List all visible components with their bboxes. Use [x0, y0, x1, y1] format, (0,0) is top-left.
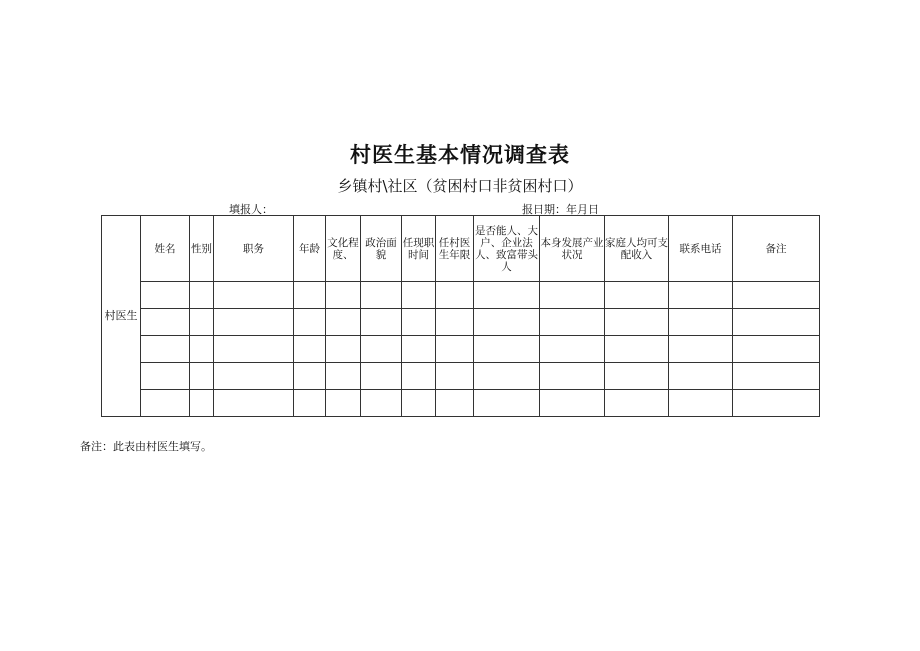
table-cell[interactable]: [733, 336, 820, 363]
table-cell[interactable]: [402, 390, 436, 417]
table-cell[interactable]: [361, 363, 402, 390]
survey-table: [101, 215, 820, 417]
table-cell[interactable]: [474, 336, 540, 363]
col-phone: 联系电话: [669, 216, 733, 282]
table-cell[interactable]: [326, 309, 361, 336]
table-cell[interactable]: [733, 390, 820, 417]
col-political-status: 政治面貌: [361, 216, 402, 282]
table-cell[interactable]: [326, 282, 361, 309]
table-cell[interactable]: [474, 282, 540, 309]
table-cell[interactable]: [540, 363, 605, 390]
table-cell[interactable]: [605, 336, 669, 363]
table-cell[interactable]: [214, 309, 294, 336]
col-age: 年龄: [294, 216, 326, 282]
table-cell[interactable]: [605, 282, 669, 309]
table-cell[interactable]: [402, 309, 436, 336]
col-education: 文化程度、: [326, 216, 361, 282]
table-cell[interactable]: [402, 363, 436, 390]
table-cell[interactable]: [605, 309, 669, 336]
table-cell[interactable]: [669, 390, 733, 417]
col-industry-status: 本身发展产业状况: [540, 216, 605, 282]
filler-label: 填报人：: [229, 203, 273, 216]
table-cell[interactable]: [141, 282, 190, 309]
table-cell[interactable]: [141, 363, 190, 390]
col-remarks: 备注: [733, 216, 820, 282]
table-cell[interactable]: [294, 363, 326, 390]
table-cell[interactable]: [540, 336, 605, 363]
table-cell[interactable]: [190, 309, 214, 336]
table-row: [102, 336, 820, 363]
col-gender: 性别: [190, 216, 214, 282]
table-row: [102, 282, 820, 309]
col-household-income: 家庭人均可支配收入: [605, 216, 669, 282]
side-label: 村医生: [102, 216, 141, 417]
table-cell[interactable]: [190, 363, 214, 390]
table-cell[interactable]: [294, 336, 326, 363]
table-cell[interactable]: [605, 390, 669, 417]
table-cell[interactable]: [540, 282, 605, 309]
table-cell[interactable]: [326, 336, 361, 363]
form-subtitle: 乡镇村\社区（贫困村口非贫困村口）: [337, 177, 583, 195]
col-current-post-time: 任现职时间: [402, 216, 436, 282]
table-cell[interactable]: [361, 336, 402, 363]
table-cell[interactable]: [605, 363, 669, 390]
header-row: [102, 216, 820, 282]
table-cell[interactable]: [474, 309, 540, 336]
table-cell[interactable]: [294, 390, 326, 417]
table-cell[interactable]: [141, 309, 190, 336]
col-capable-person: 是否能人、大户、企业法人、致富带头人: [474, 216, 540, 282]
table-cell[interactable]: [669, 336, 733, 363]
table-cell[interactable]: [474, 390, 540, 417]
report-date-label: 报日期：年月日: [522, 203, 599, 216]
table-cell[interactable]: [190, 390, 214, 417]
table-cell[interactable]: [436, 309, 474, 336]
table-cell[interactable]: [669, 363, 733, 390]
table-cell[interactable]: [733, 282, 820, 309]
table-cell[interactable]: [214, 282, 294, 309]
table-cell[interactable]: [361, 390, 402, 417]
table-cell[interactable]: [540, 390, 605, 417]
table-cell[interactable]: [214, 390, 294, 417]
table-cell[interactable]: [294, 309, 326, 336]
table-cell[interactable]: [190, 336, 214, 363]
table-cell[interactable]: [733, 363, 820, 390]
table-cell[interactable]: [361, 309, 402, 336]
table-cell[interactable]: [733, 309, 820, 336]
table-cell[interactable]: [474, 363, 540, 390]
table-cell[interactable]: [669, 309, 733, 336]
footnote: 备注：此表由村医生填写。: [80, 440, 212, 453]
table-cell[interactable]: [436, 336, 474, 363]
table-cell[interactable]: [436, 390, 474, 417]
table-row: [102, 390, 820, 417]
table-cell[interactable]: [294, 282, 326, 309]
table-row: [102, 309, 820, 336]
table-cell[interactable]: [141, 390, 190, 417]
table-cell[interactable]: [214, 363, 294, 390]
table-cell[interactable]: [326, 363, 361, 390]
table-row: [102, 363, 820, 390]
table-cell[interactable]: [402, 282, 436, 309]
table-cell[interactable]: [402, 336, 436, 363]
table-cell[interactable]: [436, 282, 474, 309]
table-cell[interactable]: [540, 309, 605, 336]
col-years-as-doctor: 任村医生年限: [436, 216, 474, 282]
table-cell[interactable]: [361, 282, 402, 309]
col-name: 姓名: [141, 216, 190, 282]
table-cell[interactable]: [669, 282, 733, 309]
table-cell[interactable]: [436, 363, 474, 390]
table-cell[interactable]: [326, 390, 361, 417]
table-cell[interactable]: [190, 282, 214, 309]
table-cell[interactable]: [214, 336, 294, 363]
table-cell[interactable]: [141, 336, 190, 363]
form-title: 村医生基本情况调查表: [350, 143, 570, 167]
col-position: 职务: [214, 216, 294, 282]
